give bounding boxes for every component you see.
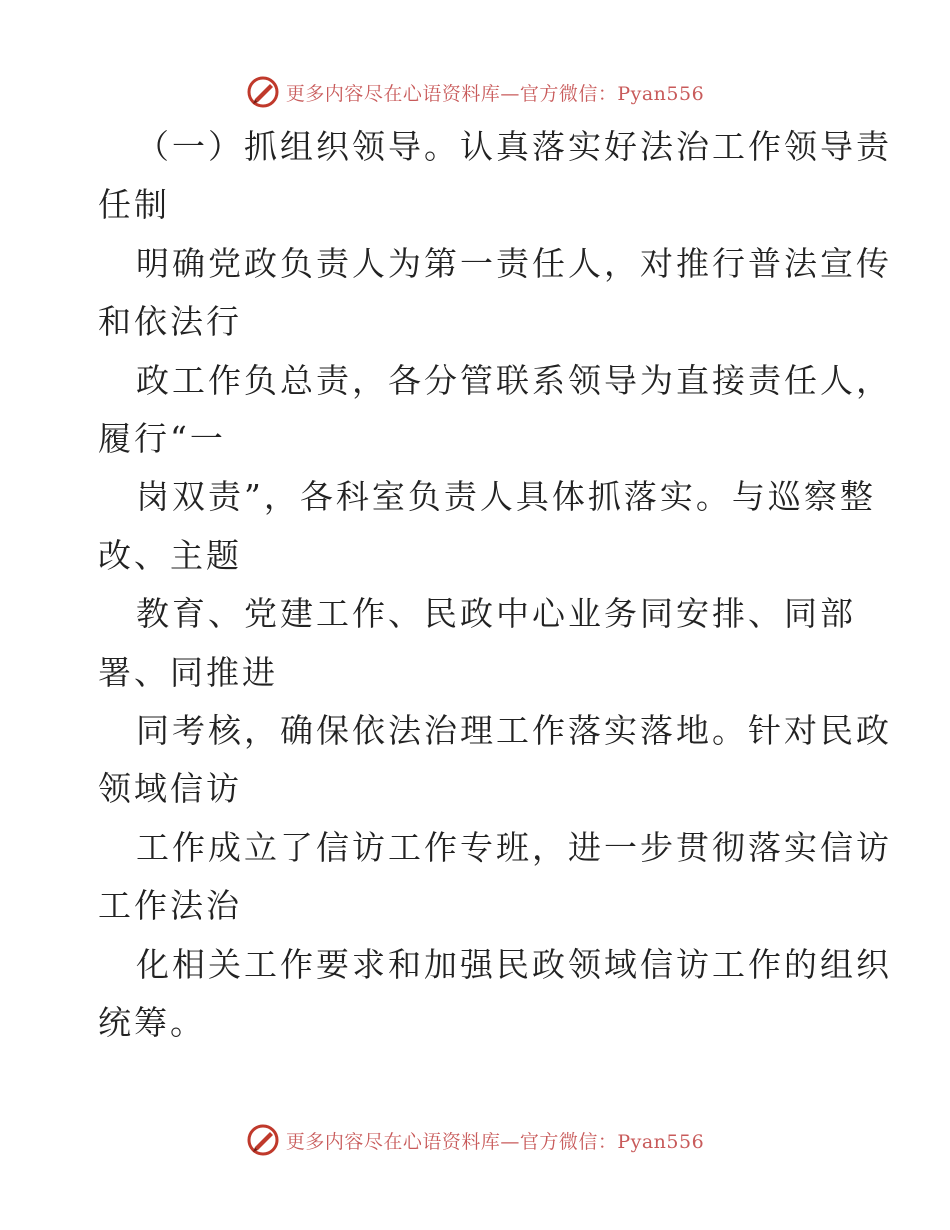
header-banner-text: 更多内容尽在心语资料库—官方微信：Pyan556	[285, 82, 705, 105]
header-banner	[0, 72, 950, 112]
paragraph-wrap-line: 署、同推进	[98, 652, 278, 692]
paragraph-first-line: 工作成立了信访工作专班，进一步贯彻落实信访	[136, 827, 892, 867]
brand-logo-icon	[246, 75, 280, 109]
footer-banner-text: 更多内容尽在心语资料库—官方微信：Pyan556	[285, 1130, 705, 1153]
footer-banner	[0, 1120, 950, 1160]
paragraph-wrap-line: 和依法行	[98, 302, 242, 342]
document-body	[98, 118, 892, 1053]
paragraph-first-line: 政工作负总责，各分管联系领导为直接责任人，	[136, 360, 892, 400]
paragraph-first-line: 岗双责”，各科室负责人具体抓落实。与巡察整	[136, 477, 876, 517]
paragraph-wrap-line: 履行“一	[98, 419, 226, 459]
paragraph-wrap-line: 任制	[98, 185, 170, 225]
paragraph-first-line: 教育、党建工作、民政中心业务同安排、同部	[136, 594, 856, 634]
paragraph	[98, 235, 892, 352]
paragraph-wrap-line: 领域信访	[98, 769, 242, 809]
paragraph-first-line: 化相关工作要求和加强民政领域信访工作的组织	[136, 944, 892, 984]
paragraph-first-line: 同考核，确保依法治理工作落实落地。针对民政	[136, 711, 892, 751]
paragraph-wrap-line: 改、主题	[98, 535, 242, 575]
paragraph-wrap-line: 工作法治	[98, 886, 242, 926]
paragraph	[98, 352, 892, 469]
brand-logo-icon	[246, 1123, 280, 1157]
paragraph	[98, 702, 892, 819]
paragraph	[98, 585, 858, 702]
paragraph	[98, 936, 892, 1053]
paragraph-first-line: （一）抓组织领导。认真落实好法治工作领导责	[136, 127, 892, 166]
paragraph	[98, 118, 892, 235]
paragraph	[98, 819, 892, 936]
paragraph-wrap-line: 统筹。	[98, 1003, 206, 1043]
paragraph	[98, 468, 876, 585]
paragraph-first-line: 明确党政负责人为第一责任人，对推行普法宣传	[136, 243, 892, 283]
